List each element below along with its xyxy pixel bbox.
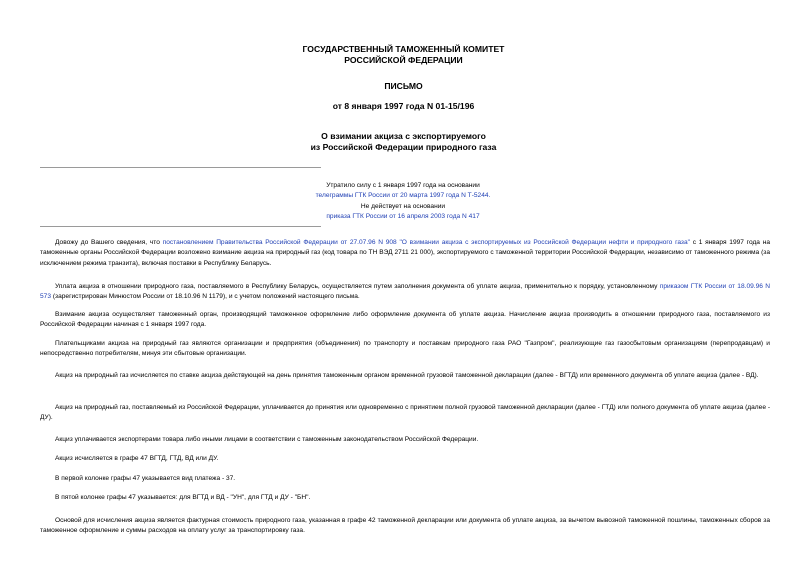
- issuing-organization: [0, 44, 807, 66]
- document-title: [0, 131, 807, 153]
- document-date-number: от 8 января 1997 года N 01-15/196: [332, 101, 475, 111]
- paragraph-2: [40, 282, 770, 303]
- paragraph-7: Акциз уплачивается экспортерами товара либо иными лицами в соответствии с таможенным законодательством Российской Федерации.: [55, 436, 479, 443]
- divider-top: [40, 167, 321, 168]
- status-line-2: Не действует на основании: [360, 202, 446, 210]
- paragraph-10: В пятой колонке графы 47 указывается: для ВГТД и ВД - "УН", для ГТД и ДУ - "БН".: [55, 494, 311, 501]
- paragraph-1: [40, 238, 770, 269]
- p2-order-link[interactable]: приказом ГТК России от 18.09.96 N 573: [40, 283, 771, 301]
- paragraph-8: Акциз исчисляется в графе 47 ВГТД, ГТД, ВД или ДУ.: [55, 455, 219, 462]
- paragraph-3: Взимание акциза осуществляет таможенный орган, производящий таможенное оформление либо оформление документа об уплате акциза. Начисление акциза производить в отношении природного газа, поставляемого из Российской Федерации начиная с 1 января 1997 года.: [40, 311, 770, 329]
- title-line-1: О взимании акциза с экспортируемого: [321, 131, 486, 141]
- paragraph-11: Основой для исчисления акциза является фактурная стоимость природного газа, указанная в графе 42 таможенной декларации или документа об уплате акциза, за вычетом вывозной таможенной пошлины, таможенных сборов за таможенное оформление и суммы расходов на оплату услуг за транспортировку газа.: [40, 517, 770, 535]
- p1-text-b: с 1 января 1997 года на таможенные органы Российской Федерации возложено взимание акциза на природный газ (код товара по ТН ВЭД 2711 21 000), экспортируемого с таможенной территории Российской Федерации, независимо от таможенного режима (за исключением режима транзита), включая поставки в Республику Беларусь.: [40, 239, 771, 267]
- p2-text-b: (зарегистрирован Минюстом России от 18.10.96 N 1179), и с учетом положений настоящего письма.: [51, 293, 360, 301]
- org-line-1: ГОСУДАРСТВЕННЫЙ ТАМОЖЕННЫЙ КОМИТЕТ: [302, 44, 505, 54]
- p2-text-a: Уплата акциза в отношении природного газа, поставляемого в Республику Беларусь, осуществляется путем заполнения документа об уплате акциза, применительно к порядку, установленному: [55, 283, 660, 290]
- status-link-telegram[interactable]: телеграммы ГТК России от 20 марта 1997 года N Т-5244.: [315, 192, 491, 200]
- paragraph-9: В первой колонке графы 47 указывается вид платежа - 37.: [55, 475, 236, 482]
- paragraph-6: Акциз на природный газ, поставляемый из Российской Федерации, уплачивается до принятия или одновременно с принятием полной грузовой таможенной декларации (далее - ГТД) или полного документа об уплате акциза (далее - ДУ).: [40, 404, 771, 422]
- paragraph-4: Плательщиками акциза на природный газ являются организации и предприятия (объединения) по транспорту и поставкам природного газа РАО "Газпром", реализующие газ газосбытовым организациям (перепродавцам) и непосредственно потребителям, минуя эти сбытовые организации.: [40, 340, 770, 358]
- status-link-order[interactable]: приказа ГТК России от 16 апреля 2003 года N 417: [326, 212, 480, 220]
- paragraph-5: Акциз на природный газ исчисляется по ставке акциза действующей на день принятия таможенным органом временной грузовой таможенной декларации (далее - ВГТД) или временного документа об уплате акциза (далее - ВД).: [55, 372, 759, 379]
- status-line-1: Утратило силу с 1 января 1997 года на основании: [326, 182, 480, 189]
- title-line-2: из Российской Федерации природного газа: [310, 142, 497, 152]
- document-type: ПИСЬМО: [384, 81, 423, 91]
- status-note: [230, 181, 576, 222]
- p1-text-a: Довожу до Вашего сведения, что: [55, 239, 163, 246]
- org-line-2: РОССИЙСКОЙ ФЕДЕРАЦИИ: [344, 55, 463, 65]
- divider-bottom: [40, 226, 321, 227]
- p1-resolution-link[interactable]: постановлением Правительства Российской Федерации от 27.07.96 N 908 "О взимании акциза с экспортируемых из Российской Федерации нефти и природного газа": [162, 239, 690, 246]
